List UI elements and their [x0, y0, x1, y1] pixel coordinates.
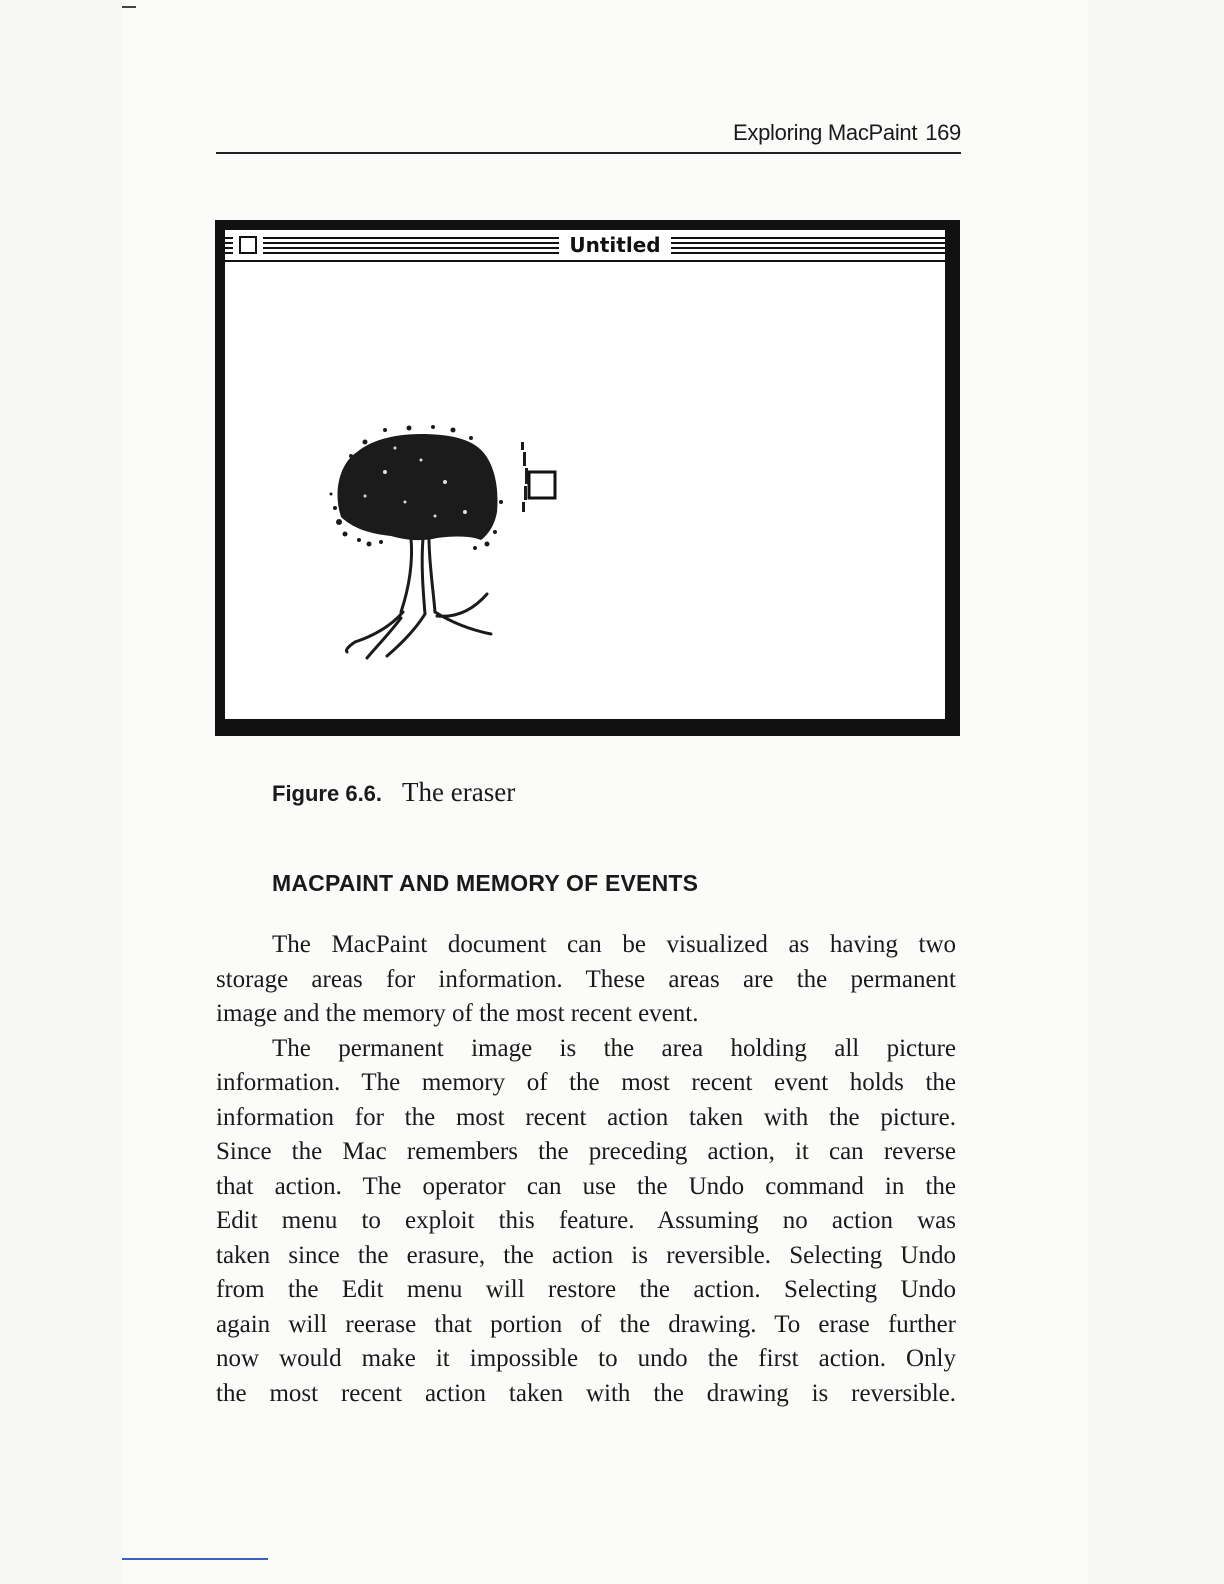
- figure-caption-text: The eraser: [402, 777, 516, 807]
- paragraph-line: again will reerase that portion of the drawing. To erase further: [216, 1310, 956, 1338]
- tree-trunk: [346, 538, 491, 658]
- macpaint-window: [215, 220, 960, 736]
- tree-drawing: [325, 412, 585, 672]
- erased-edge-fragment: [521, 442, 528, 512]
- section-heading: MACPAINT AND MEMORY OF EVENTS: [272, 870, 699, 896]
- window-frame: [224, 229, 946, 720]
- window-title: Untitled: [559, 230, 670, 260]
- eraser-icon[interactable]: [529, 472, 555, 498]
- paragraph-line: Edit menu to exploit this feature. Assuming no action was: [216, 1207, 956, 1234]
- paint-canvas[interactable]: [225, 262, 945, 719]
- paragraph-line: from the Edit menu will restore the action. Selecting Undo: [216, 1276, 956, 1303]
- paragraph-line: The MacPaint document can be visualized as having two: [272, 931, 956, 958]
- scan-edge-mark: [122, 1558, 268, 1560]
- paragraph-line: storage areas for information. These areas are the permanent: [216, 965, 956, 993]
- paragraph-line: now would make it impossible to undo the first action. Only: [216, 1345, 956, 1372]
- title-bar[interactable]: [225, 230, 945, 262]
- running-header: [216, 118, 961, 154]
- paragraph-line: The permanent image is the area holding all picture: [272, 1034, 956, 1062]
- paragraph-line: Since the Mac remembers the preceding action, it can reverse: [216, 1138, 956, 1165]
- figure-caption: [272, 775, 515, 811]
- header-text: [733, 118, 961, 148]
- paragraph-line: taken since the erasure, the action is reversible. Selecting Undo: [216, 1241, 956, 1269]
- scan-mark: [122, 6, 136, 8]
- paragraph-line: information. The memory of the most recent event holds the: [216, 1069, 956, 1096]
- page-number: 169: [925, 120, 961, 145]
- paragraph-line: information for the most recent action taken with the picture.: [216, 1103, 956, 1131]
- header-title: Exploring MacPaint: [733, 120, 918, 145]
- window-title-wrap: [225, 230, 945, 260]
- paragraph-line: the most recent action taken with the drawing is reversible.: [216, 1379, 956, 1407]
- paragraph-line: image and the memory of the most recent event.: [216, 1000, 699, 1027]
- paragraph-line: that action. The operator can use the Undo command in the: [216, 1172, 956, 1200]
- figure-label: Figure 6.6.: [272, 781, 383, 806]
- tree-canopy: [330, 425, 504, 550]
